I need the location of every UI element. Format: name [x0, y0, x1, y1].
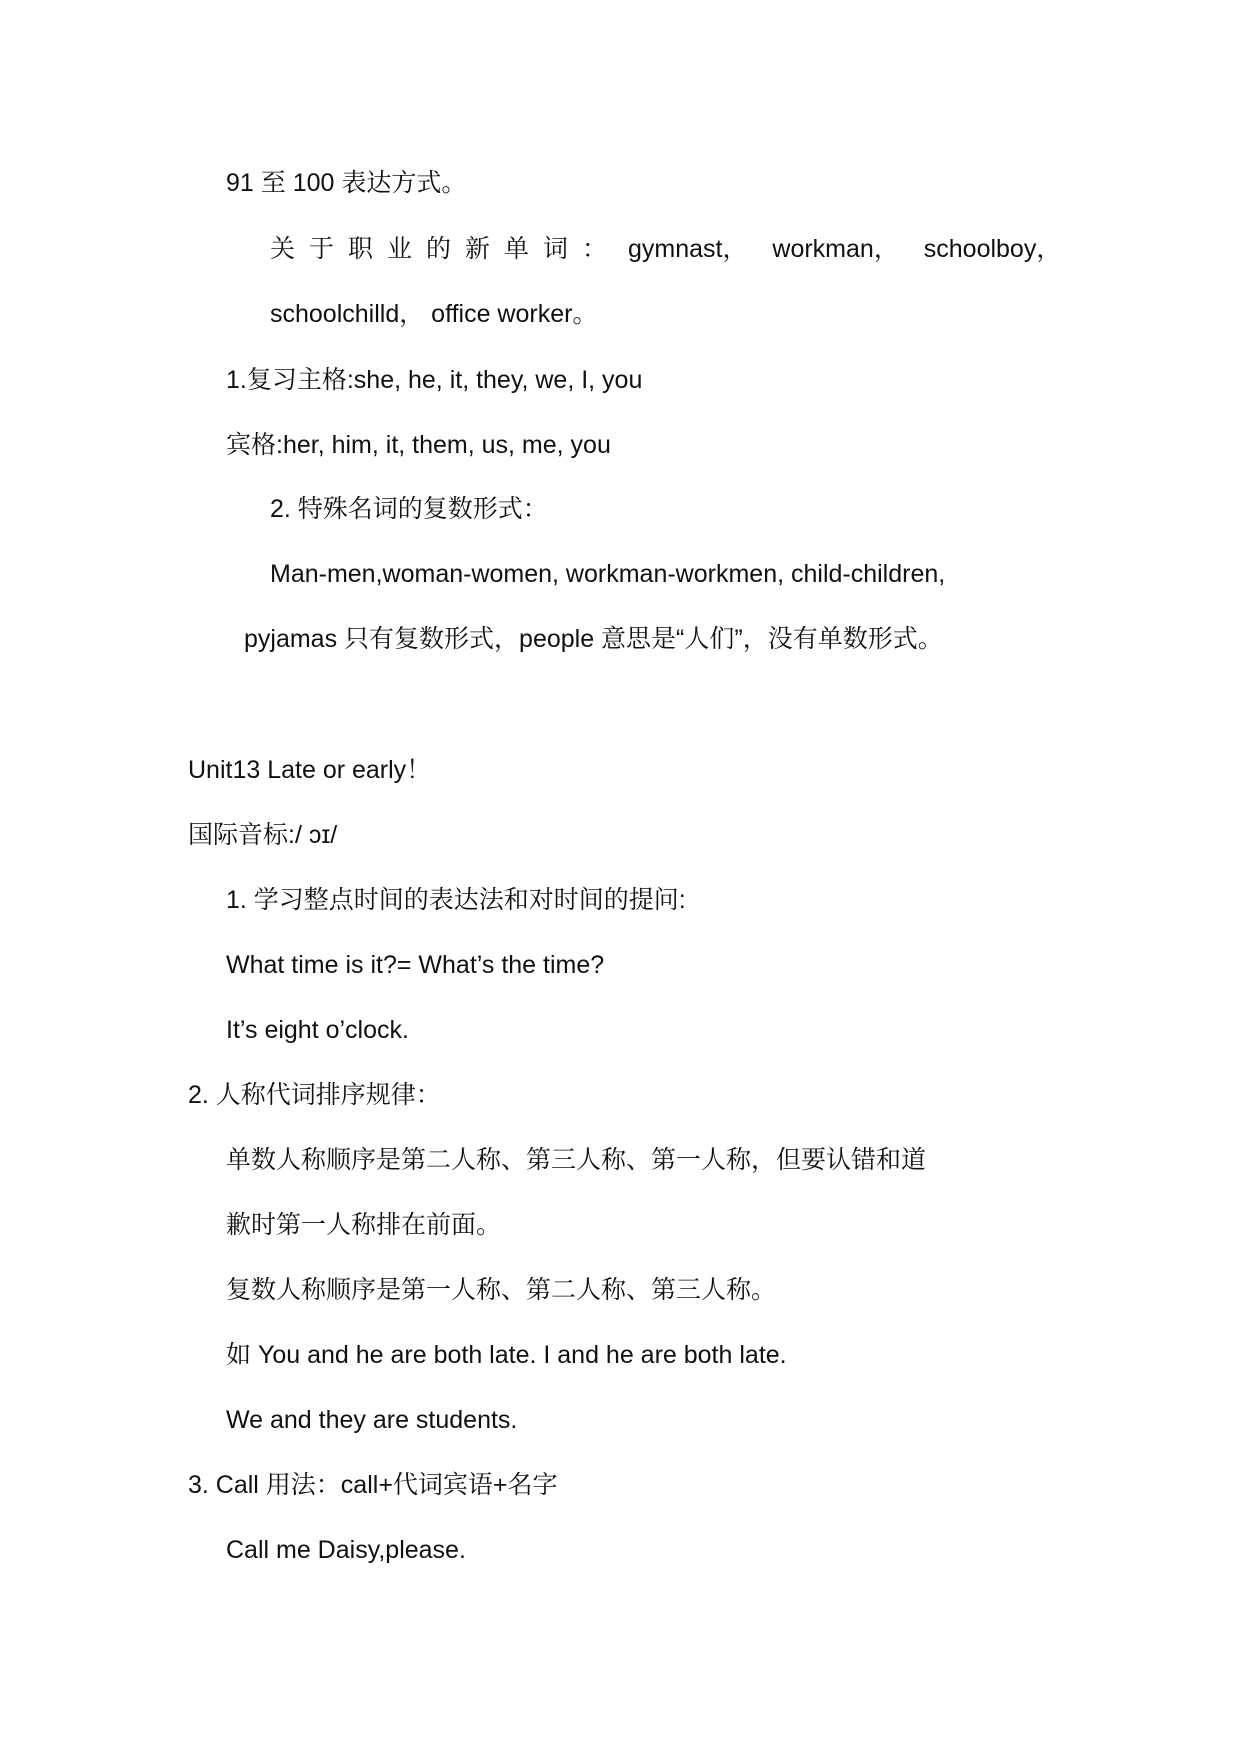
list-item: 1. 学习整点时间的表达法和对时间的提问: [226, 886, 686, 914]
vocab-line [270, 232, 1062, 266]
vocab-heading: 关于职业的新单词： [270, 235, 622, 263]
list-item: 3. Call 用法：call+代词宾语+名字 [188, 1471, 558, 1499]
text-line: What time is it?= What’s the time? [226, 951, 605, 979]
text-line: 2. 特殊名词的复数形式： [270, 495, 548, 523]
text-line: Call me Daisy,please. [226, 1536, 466, 1564]
text-line: 歉时第一人称排在前面。 [226, 1211, 502, 1239]
text-line: 单数人称顺序是第二人称、第三人称、第一人称，但要认错和道 [226, 1146, 927, 1174]
vocab-words: gymnast， workman， schoolboy， [627, 235, 1062, 263]
text-line: schoolchilld， office worker。 [270, 300, 598, 328]
text-line: 91 至 100 表达方式。 [226, 169, 467, 197]
text-line: 宾格:her, him, it, them, us, me, you [226, 431, 611, 459]
text-line: It’s eight o’clock. [226, 1016, 409, 1044]
unit-heading: Unit13 Late or early！ [188, 756, 432, 784]
list-item: 2. 人称代词排序规律： [188, 1081, 441, 1109]
text-line: 如 You and he are both late. I and he are both late. [226, 1341, 787, 1369]
text-line: We and they are students. [226, 1406, 518, 1434]
text-line: 国际音标:/ ɔɪ/ [188, 821, 338, 849]
text-line: Man-men,woman-women, workman-workmen, child-children, [270, 560, 946, 588]
text-line: pyjamas 只有复数形式，people 意思是“人们”，没有单数形式。 [244, 625, 943, 653]
text-line: 1.复习主格:she, he, it, they, we, I, you [226, 366, 643, 394]
text-line: 复数人称顺序是第一人称、第二人称、第三人称。 [226, 1276, 777, 1304]
